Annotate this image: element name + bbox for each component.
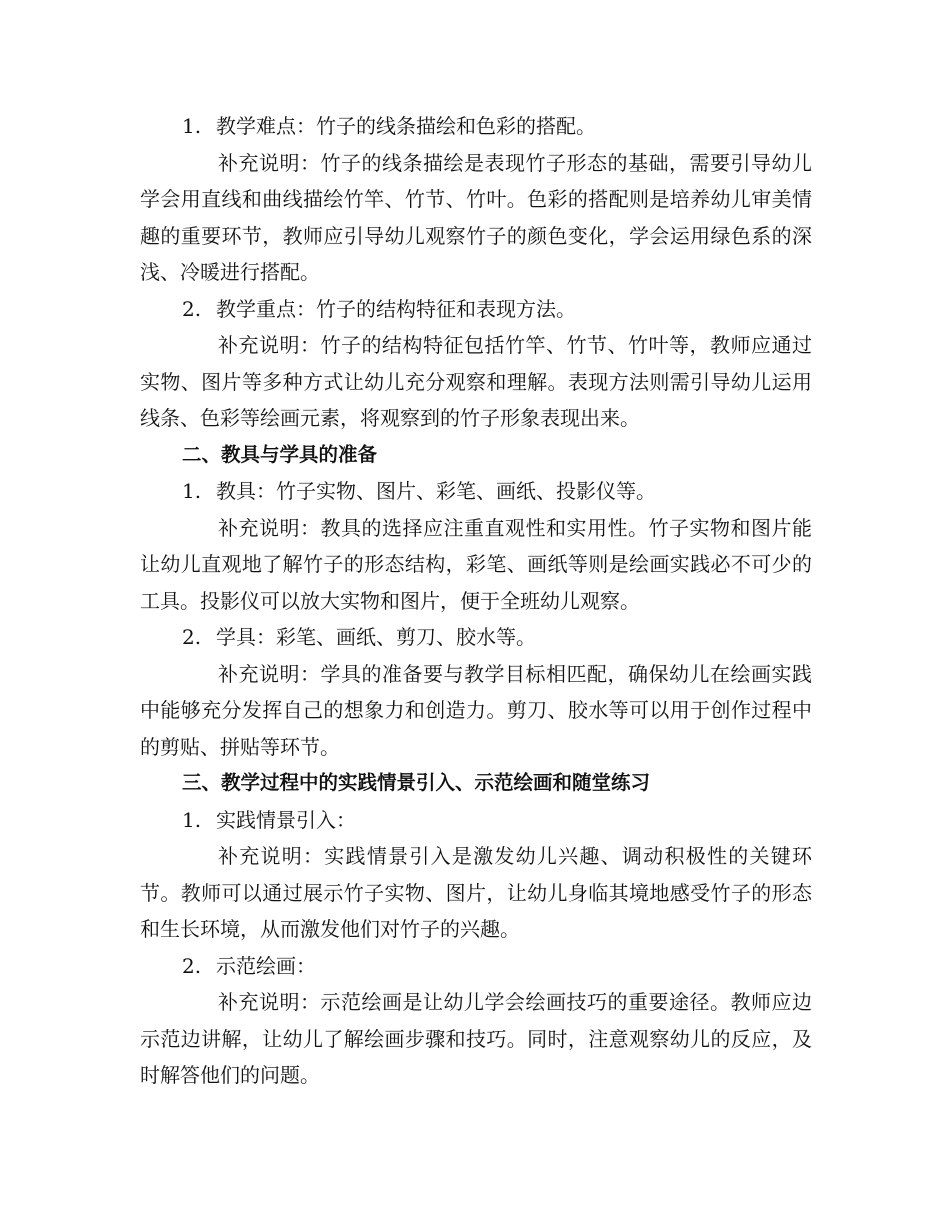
list-item — [140, 948, 812, 985]
document-body — [140, 108, 812, 1094]
list-number: 1. — [182, 807, 202, 832]
note-paragraph: 补充说明：示范绘画是让幼儿学会绘画技巧的重要途径。教师应边示范边讲解，让幼儿了解绘画步骤和技巧。同时，注意观察幼儿的反应，及时解答他们的问题。 — [140, 990, 812, 1087]
list-item — [140, 108, 812, 145]
section-heading: 三、教学过程中的实践情景引入、示范绘画和随堂练习 — [182, 771, 651, 794]
list-item-text: 教具：竹子实物、图片、彩笔、画纸、投影仪等。 — [216, 479, 656, 503]
note-paragraph: 补充说明：教具的选择应注重直观性和实用性。竹子实物和图片能让幼儿直观地了解竹子的形态结构，彩笔、画纸等则是绘画实践必不可少的工具。投影仪可以放大实物和图片，便于全班幼儿观察。 — [140, 515, 812, 613]
list-item-text: 示范绘画： — [216, 953, 316, 978]
list-number: 2. — [182, 953, 202, 978]
list-number: 1. — [182, 114, 202, 138]
list-item-text: 学具：彩笔、画纸、剪刀、胶水等。 — [216, 625, 536, 649]
list-item — [140, 802, 812, 839]
note-paragraph: 补充说明：实践情景引入是激发幼儿兴趣、调动积极性的关键环节。教师可以通过展示竹子实物、图片，让幼儿身临其境地感受竹子的形态和生长环境，从而激发他们对竹子的兴趣。 — [140, 844, 812, 941]
section-heading: 二、教具与学具的准备 — [182, 442, 378, 466]
list-item — [140, 291, 812, 328]
note-paragraph: 补充说明：竹子的线条描绘是表现竹子形态的基础，需要引导幼儿学会用直线和曲线描绘竹竿、竹节、竹叶。色彩的搭配则是培养幼儿审美情趣的重要环节，教师应引导幼儿观察竹子的颜色变化，学会运用绿色系的深浅、冷暖进行搭配。 — [140, 150, 812, 284]
list-item-text: 实践情景引入： — [216, 807, 356, 832]
list-number: 2. — [182, 625, 202, 649]
list-number: 1. — [182, 479, 202, 503]
list-item-text: 教学难点：竹子的线条描绘和色彩的搭配。 — [216, 114, 596, 138]
list-item-text: 教学重点：竹子的结构特征和表现方法。 — [216, 296, 576, 321]
note-paragraph: 补充说明：学具的准备要与教学目标相匹配，确保幼儿在绘画实践中能够充分发挥自己的想象力和创造力。剪刀、胶水等可以用于创作过程中的剪贴、拼贴等环节。 — [140, 661, 812, 759]
list-item — [140, 619, 812, 656]
list-number: 2. — [182, 296, 202, 321]
list-item — [140, 473, 812, 510]
note-paragraph: 补充说明：竹子的结构特征包括竹竿、竹节、竹叶等，教师应通过实物、图片等多种方式让幼儿充分观察和理解。表现方法则需引导幼儿运用线条、色彩等绘画元素，将观察到的竹子形象表现出来。 — [140, 333, 812, 430]
